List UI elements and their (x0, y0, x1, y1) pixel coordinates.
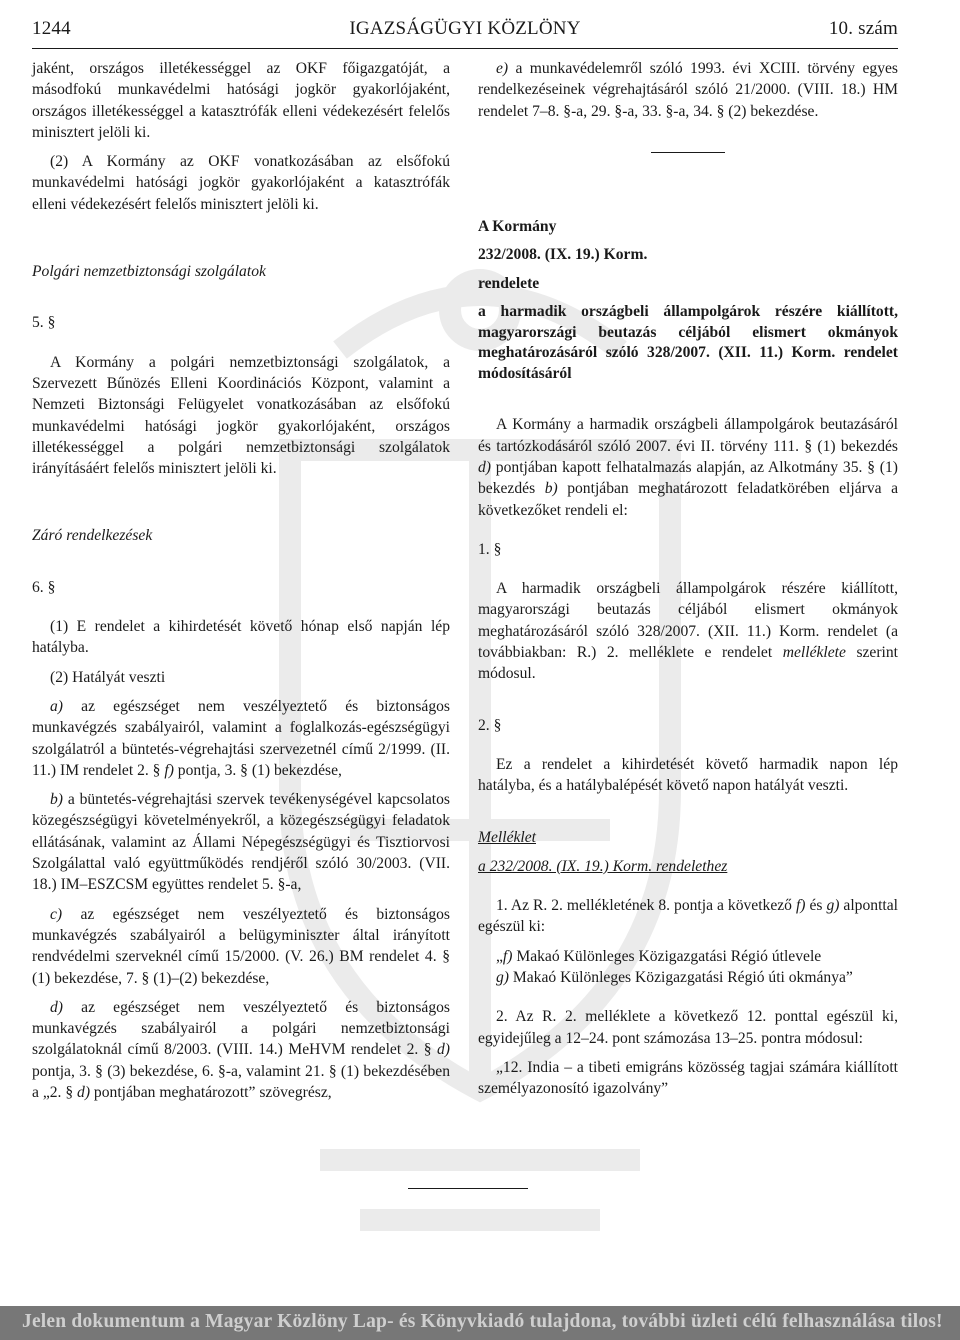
left-column (32, 58, 450, 1111)
end-divider (408, 1188, 528, 1189)
section-number-6: 6. § (32, 578, 56, 596)
paragraph-6-2: (2) Hatályát veszti (50, 668, 166, 686)
point-d: d) az egészséget nem veszélyeztető és biztonságos munkavégzés szabályairól a polgári nemzetbiztonsági szolgálatoknál című 8/2003. (VIII. 14.) MeHVM rendelet 2. § d) pontja, 3. § (3) bekezdése, 6. §-a, valamint 21. § (1) bekezdésében a „2. § d) pontjában meghatározott” szövegrész, (32, 998, 450, 1101)
point-e: e) a munkavédelemről szóló 1993. évi XCIII. törvény egyes rendelkezéseinek végrehajtásáról szóló 21/2000. (VIII. 18.) HM rendelet 7–8. §-a, 29. §-a, 33. §-a, 34. § (2) bekezdése. (478, 60, 898, 120)
decree-intro: A Kormány a harmadik országbeli állampolgárok beutazásáról és tartózkodásáról szóló 2007. évi II. törvény 111. § (1) bekezdés d) pontjában kapott felhatalmazás alapján, az Alkotmány 35. § (1) bekezdés b) pontjában meghatározott feladatkörében eljárva a következőket rendeli el: (478, 416, 898, 519)
section-heading-security: Polgári nemzetbiztonsági szolgálatok (32, 263, 266, 281)
annex-subtitle: a 232/2008. (IX. 19.) Korm. rendelethez (478, 857, 728, 875)
section-number-2: 2. § (478, 716, 502, 734)
issue-number: 10. szám (828, 18, 898, 39)
annex-title: Melléklet (478, 828, 537, 846)
section-heading-final: Záró rendelkezések (32, 527, 153, 545)
point-a: a) az egészséget nem veszélyeztető és biztonságos munkavégzés szabályairól, valamint a foglalkozás-egészségügyi szolgálatról a büntetés-végrehajtási szervezetnél című 2/1999. (II. 11.) IM rendelet 2. § f) pontja, 3. § (1) bekezdése, (32, 697, 450, 779)
point-b: b) a büntetés-végrehajtási szervek tevékenységével kapcsolatos közegészségügyi követelményekről, a közegészségügyi feladatok ellátásának, valamint az Állami Népegészségügyi és Tisztiorvosi Szolgálattal való együttműködés rendjéről szóló 30/2003. (VII. 18.) IM–ESZCSM együttes rendelet 5. §-a, (32, 791, 450, 894)
annex-point-1: 1. Az R. 2. mellékletének 8. pontja a következő f) és g) alponttal egészül ki: (478, 897, 898, 936)
point-c: c) az egészséget nem veszélyeztető és biztonságos munkavégzés szabályairól a belügyminiszter által irányított rendvédelmi szerveknél című 15/2000. (V. 26.) BM rendelet 4. § (1) bekezdése, 7. § (1)–(2) bekezdése, (32, 905, 450, 987)
paragraph-continuation: jaként, országos illetékességgel az OKF főigazgatóját, a másodfokú munkavédelmi hatósági jogkör gyakorlójaként, országos illetékességgel a katasztrófák elleni védekezésért felelős minisztert jelöli ki. (32, 60, 450, 141)
journal-title: IGAZSÁGÜGYI KÖZLÖNY (349, 18, 581, 39)
decree-issuer: A Kormány (478, 217, 557, 235)
section-2-text: Ez a rendelet a kihirdetését követő harmadik napon lép hatályba, és a hatálybalépését követő napon hatályát veszti. (478, 755, 898, 795)
copyright-banner (0, 1306, 960, 1340)
right-column (478, 58, 898, 1108)
annex-quote-g: g) Makaó Különleges Közigazgatási Régió úti okmánya” (496, 969, 853, 987)
page-number: 1244 (32, 18, 71, 39)
section-number-5: 5. § (32, 314, 56, 332)
annex-point-2: 2. Az R. 2. melléklete a következő 12. ponttal egészül ki, egyidejűleg a 12–24. pont számozása 13–25. pontra módosul: (478, 1008, 898, 1047)
section-number-1: 1. § (478, 540, 502, 558)
paragraph-2: (2) A Kormány az OKF vonatkozásában az elsőfokú munkavédelmi hatósági jogkör gyakorlójaként a katasztrófák elleni védekezésért felelős minisztert jelöli ki. (32, 153, 450, 213)
paragraph-6-1: (1) E rendelet a kihirdetését követő hónap első napján lép hatályba. (32, 618, 450, 657)
decree-number: 232/2008. (IX. 19.) Korm. (478, 246, 648, 264)
annex-quote-12: „12. India – a tibeti emigráns közösség tagjai számára kiállított személyazonosító igazolvány” (478, 1058, 898, 1098)
decree-subject: a harmadik országbeli állampolgárok részére kiállított, magyarországi beutazás céljából elismert okmányok meghatározásáról szóló 328/2007. (XII. 11.) Korm. rendelet módosításáról (478, 303, 898, 382)
paragraph-5-text: A Kormány a polgári nemzetbiztonsági szolgálatok, a Szervezett Bűnözés Elleni Koordinációs Központ, valamint a Nemzeti Biztonsági Felügyelet vonatkozásában az elsőfokú munkavédelmi hatósági jogkör gyakorlójaként, országos illetékességgel a polgári nemzetbiztonsági szolgálatok irányításáért felelős minisztert jelöli ki. (32, 353, 450, 478)
decree-label: rendelete (478, 274, 540, 292)
page-header (32, 14, 898, 49)
annex-quote-f: „f) Makaó Különleges Közigazgatási Régió útlevele (496, 947, 822, 965)
section-1-text: A harmadik országbeli állampolgárok részére kiállított, magyarországi beutazás céljából elismert okmányok meghatározásáról szóló 328/2007. (XII. 11.) Korm. rendelet (a továbbiakban: R.) 2. melléklete e rendelet melléklete szerint módosul. (478, 580, 899, 683)
copyright-text: Jelen dokumentum a Magyar Közlöny Lap- és Könyvkiadó tulajdona, további üzleti célú felhasználása tilos! (22, 1311, 943, 1332)
